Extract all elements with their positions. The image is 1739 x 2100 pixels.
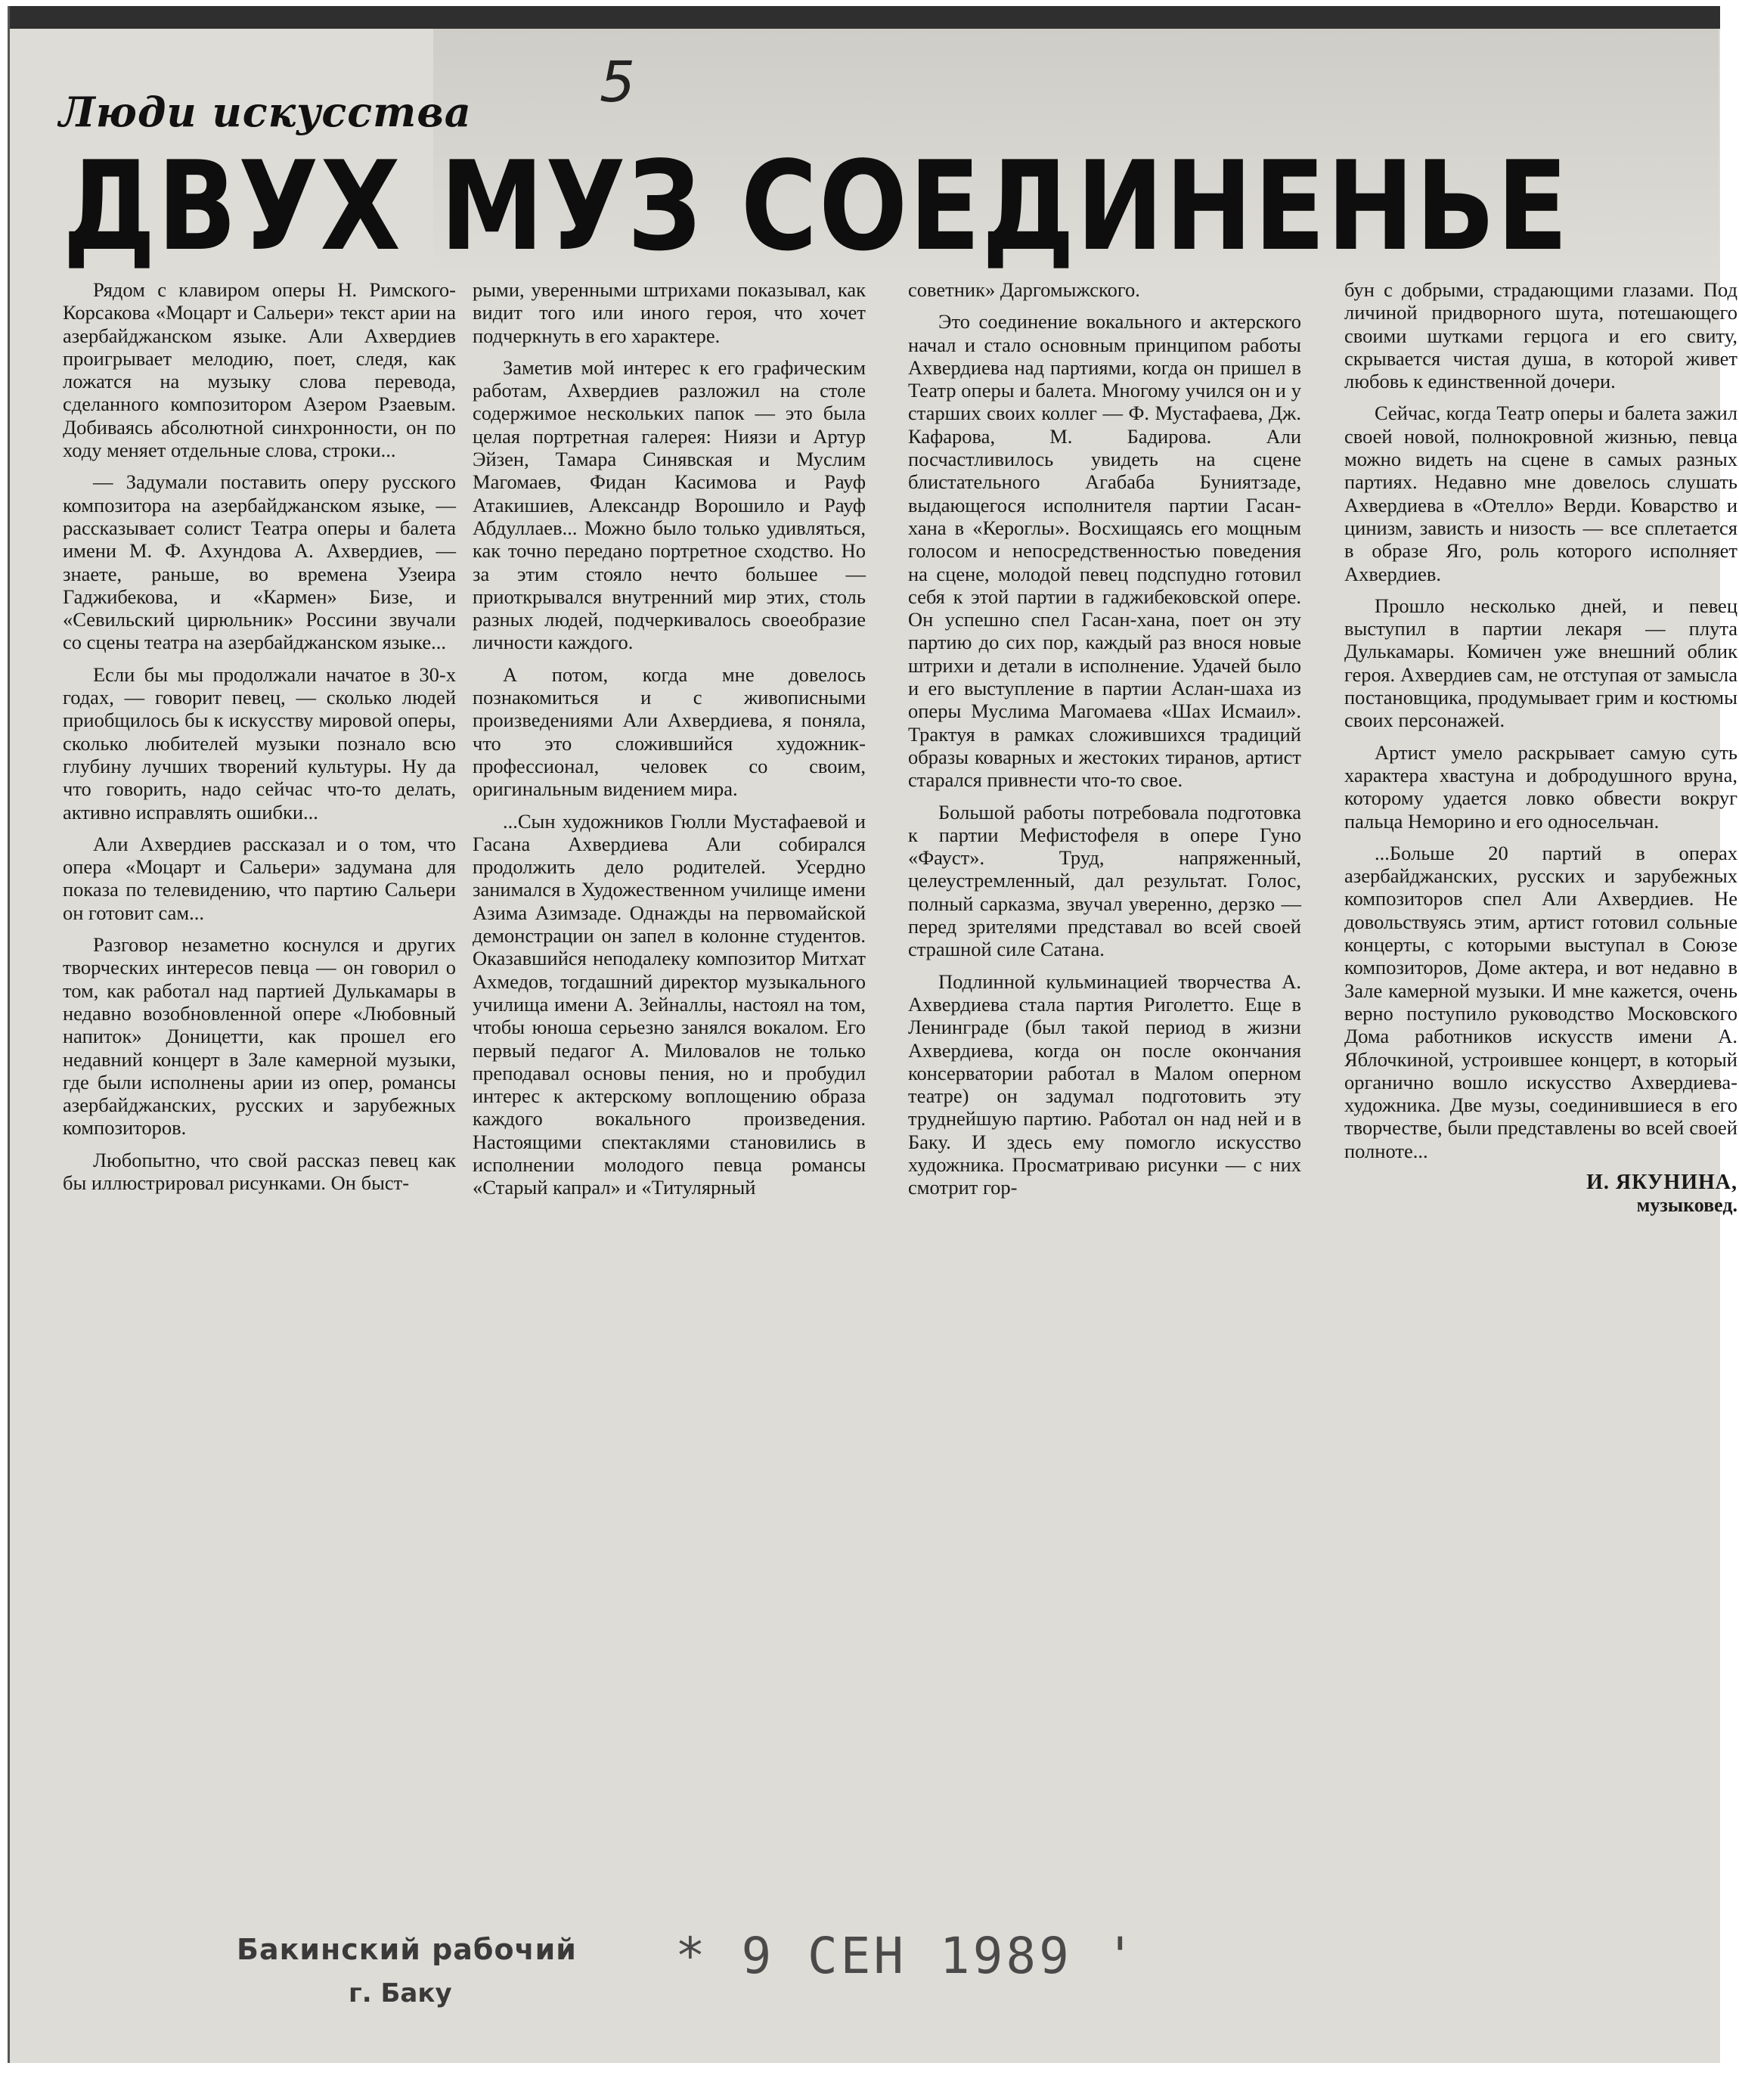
article-column-1 <box>63 278 456 1203</box>
top-rule <box>10 6 1720 29</box>
paragraph: ...Сын художников Гюлли Мустафаевой и Гасана Ахвердиева Али собирался продолжить дело родителей. Усердно занимался в Художественном училище имени Азима Азимзаде. Однажды на первомайской демонстрации он запел в колонне студентов. Оказавшийся неподалеку композитор Митхат Ахмедов, тогдашний директор музыкального училища имени А. Зейналлы, настоял на том, чтобы юноша серьезно занялся вокалом. Его первый педагог А. Миловалов не только преподавал основы пения, но и пробудил интерес к актерскому воплощению образа каждого вокального произведения. Настоящими спектаклями становились в исполнении молодого певца романсы «Старый капрал» и «Титулярный <box>473 809 866 1199</box>
paragraph: Артист умело раскрывает самую суть характера хвастуна и добродушного вруна, которому удается ловко обвести вокруг пальца Неморино и его односельчан. <box>1344 740 1737 833</box>
paragraph: Заметив мой интерес к его графическим работам, Ахвердиев разложил на столе содержимое нескольких папок — это была целая портретная галерея: Ниязи и Артур Эйзен, Тамара Синявская и Муслим Магомаев, Фидан Касимова и Рауф Атакишиев, Александр Ворошило и Рауф Абдуллаев... Можно было только удивляться, как точно передано портретное сходство. Но за этим стояло нечто большее — приоткрывался внутренний мир этих, столь разных людей, подчеркивалось своеобразие личности каждого. <box>473 355 866 654</box>
article-headline: ДВУХ МУЗ СОЕДИНЕНЬЕ <box>63 135 1570 278</box>
newspaper-stamp: Бакинский рабочий <box>237 1933 577 1966</box>
article-column-2 <box>473 278 866 1208</box>
paragraph: ...Больше 20 партий в операх азербайджанских, русских и зарубежных композиторов спел Али Ахвердиев. Не довольствуясь этим, артист готовил сольные концерты, с которыми выступал в Союзе композиторов, Доме актера, и вот недавно в Зале камерной музыки. И мне кажется, очень верно поступило руководство Московского Дома работников искусств имени А. Яблочкиной, устроившее концерт, в который органично вошло искусство Ахвердиева-художника. Две музы, соединившиеся в его творчестве, были представлены во всей своей полноте... <box>1344 841 1737 1162</box>
paragraph: бун с добрыми, страдающими глазами. Под личиной придворного шута, потешающего своими шутками герцога и его свиту, скрывается чистая душа, в которой живет любовь к единственной дочери. <box>1344 278 1737 393</box>
paragraph: Это соединение вокального и актерского начал и стало основным принципом работы Ахвердиева над партиями, когда он пришел в Театр оперы и балета. Многому учился он и у старших своих коллег — Ф. Мустафаева, Дж. Кафарова, М. Бадирова. Али посчастливилось увидеть на сцене блистательного Агабаба Буниятзаде, выдающегося исполнителя партии Гасан-хана в «Кероглы». Восхищаясь его мощным голосом и непосредственностью поведения на сцене, молодой певец подспудно готовил себя к этой партии в гаджибековской опере. Он успешно спел Гасан-хана, поет он эту партию до сих пор, каждый раз внося новые штрихи и детали в исполнение. Удачей было и его выступление в партии Аслан-шаха из оперы Муслима Магомаева «Шах Исмаил». Трактуя в рамках сложившихся традиций образы коварных и жестоких тиранов, артист старался привнести что-то свое. <box>908 310 1301 792</box>
paragraph: Сейчас, когда Театр оперы и балета зажил своей новой, полнокровной жизнью, певца можно видеть на сцене в самых разных партиях. Недавно мне довелось слушать Ахвердиева в «Отелло» Верди. Коварство и цинизм, зависть и низость — все сплетается в образе Яго, роль которого исполняет Ахвердиев. <box>1344 402 1737 585</box>
paragraph: А потом, когда мне довелось познакомиться и с живописными произведениями Али Ахвердиева, я поняла, что это сложившийся художник-профессионал, человек со своим, оригинальным видением мира. <box>473 662 866 801</box>
article-column-3 <box>908 278 1301 1208</box>
city-stamp: г. Баку <box>349 1978 452 2008</box>
date-stamp: * 9 СЕН 1989 ' <box>675 1927 1139 1985</box>
paragraph: — Задумали поставить оперу русского композитора на азербайджанском языке, — рассказывает солист Театра оперы и балета имени М. Ф. Ахундова А. Ахвердиев, — знаете, раньше, во времена Узеира Гаджибекова, и «Кармен» Бизе, и «Севильский цирюльник» Россини звучали со сцены театра на азербайджанском языке... <box>63 470 456 654</box>
paragraph: Али Ахвердиев рассказал и о том, что опера «Моцарт и Сальери» задумана для показа по телевидению, что партию Сальери он готовит сам... <box>63 832 456 924</box>
paragraph: Разговор незаметно коснулся и других творческих интересов певца — он говорил о том, как работал над партией Дулькамары в недавно возобновленной опере «Любовный напиток» Доницетти, как прошел его недавний концерт в Зале камерной музыки, где были исполнены арии из опер, романсы азербайджанских, русских и зарубежных композиторов. <box>63 933 456 1140</box>
article-column-4 <box>1344 278 1737 1218</box>
rubric: Люди искусства <box>59 88 472 136</box>
paragraph: советник» Даргомыжского. <box>908 278 1140 301</box>
newspaper-clipping <box>8 6 1737 2063</box>
author-role: музыковед. <box>1636 1194 1737 1217</box>
paragraph: Большой работы потребовала подготовка к партии Мефистофеля в опере Гуно «Фауст». Труд, напряженный, целеустремленный, дал результат. Голос, полный сарказма, звучал уверенно, дерзко — перед зрителями представал во всей своей страшной силе Сатана. <box>908 800 1301 961</box>
paragraph: рыми, уверенными штрихами показывал, как видит того или иного героя, что хочет подчеркнуть в его характере. <box>473 278 866 347</box>
paragraph: Подлинной кульминацией творчества А. Ахвердиева стала партия Риголетто. Еще в Ленинграде (был такой период в жизни Ахвердиева, когда он после окончания консерватории работал в Малом оперном театре) он задумал подготовить эту труднейшую партию. Работал он над ней и в Баку. И здесь ему помогло искусство художника. Просматриваю рисунки — с них смотрит гор- <box>908 969 1301 1199</box>
author-signature <box>1344 1171 1737 1218</box>
paragraph: Прошло несколько дней, и певец выступил в партии лекаря — плута Дулькамары. Комичен уже внешний облик героя. Ахвердиев сам, не отступая от замысла постановщика, продумывает грим и костюмы своих персонажей. <box>1344 594 1737 732</box>
handwritten-page-number: 5 <box>600 50 636 115</box>
author-name: И. ЯКУНИНА, <box>1586 1170 1737 1194</box>
paragraph: Рядом с клавиром оперы Н. Римского-Корсакова «Моцарт и Сальери» текст арии на азербайджанском языке. Али Ахвердиев проигрывает мелодию, поет, следя, как ложатся на музыку слова перевода, сделанного композитором Азером Рзаевым. Добиваясь абсолютной синхронности, он по ходу меняет отдельные слова, строки... <box>63 278 456 462</box>
paragraph: Если бы мы продолжали начатое в 30-х годах, — говорит певец, — сколько людей приобщилось бы к искусству мировой оперы, сколько любителей музыки познало всю глубину лучших творений культуры. Ну да что говорить, надо сейчас что-то делать, активно исправлять ошибки... <box>63 662 456 824</box>
paragraph: Любопытно, что свой рассказ певец как бы иллюстрировал рисунками. Он быст- <box>63 1148 456 1194</box>
